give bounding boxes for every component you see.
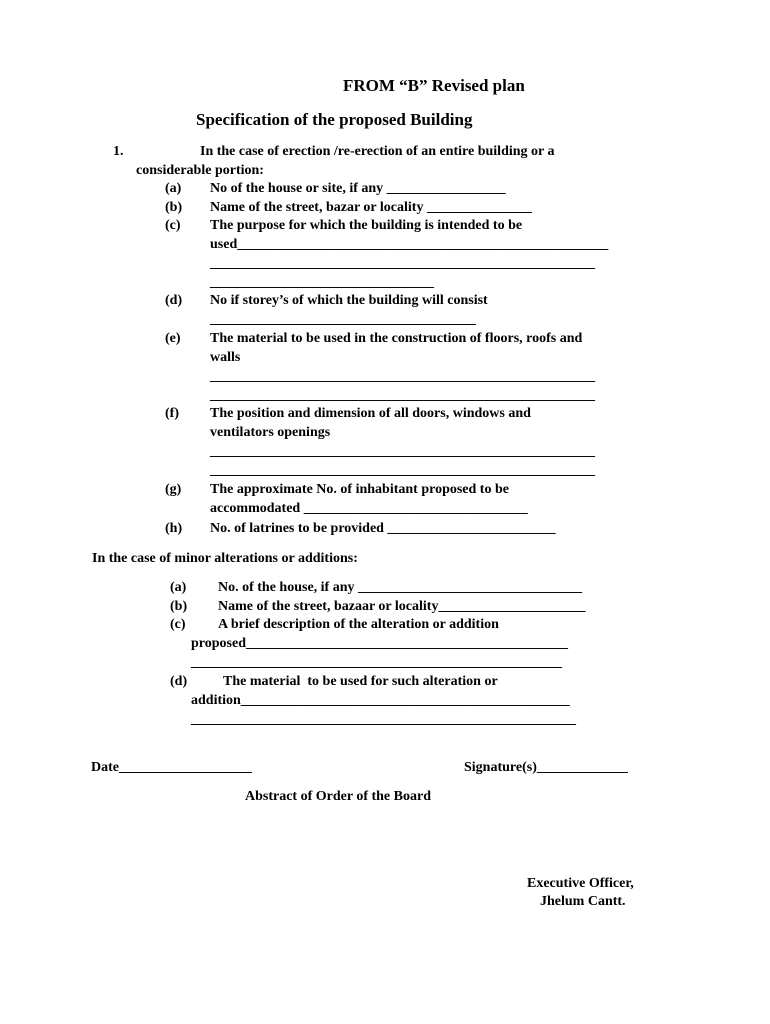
item-label: (b) bbox=[170, 599, 188, 614]
item-line: No of the house or site, if any _________________ bbox=[210, 181, 506, 196]
item-line: The approximate No. of inhabitant proposed to be bbox=[210, 482, 509, 497]
item-line: A brief description of the alteration or addition bbox=[218, 617, 499, 632]
item-line: _______________________________________________________ bbox=[210, 388, 595, 403]
item-line: walls bbox=[210, 350, 241, 365]
section2-heading: In the case of minor alterations or additions: bbox=[92, 551, 358, 566]
form-title: FROM “B” Revised plan bbox=[343, 76, 525, 95]
form-subtitle: Specification of the proposed Building bbox=[196, 110, 473, 129]
item-line: No if storey’s of which the building will consist bbox=[210, 293, 488, 308]
officer-title: Executive Officer, bbox=[527, 876, 634, 891]
item-line: No. of latrines to be provided ________________________ bbox=[210, 521, 556, 536]
item-line: used_____________________________________________________ bbox=[210, 237, 609, 252]
item-line: accommodated ________________________________ bbox=[210, 501, 528, 516]
item-line: Name of the street, bazar or locality _______________ bbox=[210, 200, 532, 215]
date-field: Date___________________ bbox=[91, 760, 252, 775]
signature-field: Signature(s)_____________ bbox=[464, 760, 628, 775]
item-line: _______________________________________________________ bbox=[191, 712, 576, 727]
item-line: _______________________________________________________ bbox=[210, 256, 595, 271]
item-label: (a) bbox=[170, 580, 187, 595]
item-line: The position and dimension of all doors, windows and bbox=[210, 406, 531, 421]
item-line: ______________________________________ bbox=[210, 312, 476, 327]
item-line: The material to be used in the construction of floors, roofs and bbox=[210, 331, 583, 346]
item-label: (h) bbox=[165, 521, 183, 536]
abstract-of-order: Abstract of Order of the Board bbox=[245, 789, 431, 804]
item-line: Name of the street, bazaar or locality_____________________ bbox=[218, 599, 586, 614]
section1-heading-line2: considerable portion: bbox=[136, 163, 264, 178]
item-line: The material to be used for such alteration or bbox=[223, 674, 498, 689]
item-label: (g) bbox=[165, 482, 182, 497]
item-line: proposed______________________________________________ bbox=[191, 636, 568, 651]
item-label: (d) bbox=[170, 674, 188, 689]
item-label: (e) bbox=[165, 331, 181, 346]
officer-location: Jhelum Cantt. bbox=[540, 894, 626, 909]
item-line: ________________________________ bbox=[210, 275, 434, 290]
item-line: _____________________________________________________ bbox=[191, 655, 562, 670]
section1-number: 1. bbox=[113, 144, 124, 159]
section1-heading-line1: In the case of erection /re-erection of an entire building or a bbox=[200, 144, 555, 159]
item-line: addition_______________________________________________ bbox=[191, 693, 570, 708]
item-label: (a) bbox=[165, 181, 182, 196]
item-line: The purpose for which the building is intended to be bbox=[210, 218, 523, 233]
item-label: (c) bbox=[170, 617, 186, 632]
item-line: No. of the house, if any ________________________________ bbox=[218, 580, 583, 595]
item-label: (d) bbox=[165, 293, 183, 308]
item-line: _______________________________________________________ bbox=[210, 444, 595, 459]
item-label: (b) bbox=[165, 200, 183, 215]
item-label: (f) bbox=[165, 406, 179, 421]
item-line: ventilators openings bbox=[210, 425, 331, 440]
item-label: (c) bbox=[165, 218, 181, 233]
item-line: _______________________________________________________ bbox=[210, 369, 595, 384]
item-line: _______________________________________________________ bbox=[210, 463, 595, 478]
